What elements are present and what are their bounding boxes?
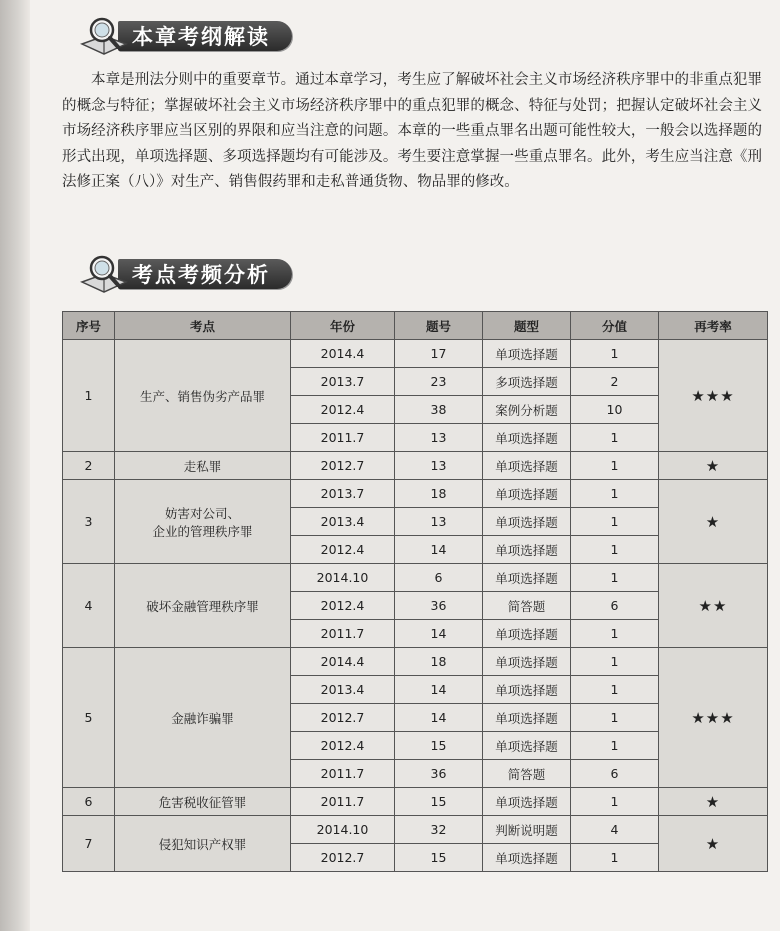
- table-row: [63, 564, 768, 592]
- retest-rate-cell: ★★★: [659, 648, 768, 788]
- score-cell: 1: [571, 452, 659, 480]
- year-cell: 2012.7: [291, 452, 395, 480]
- score-cell: 1: [571, 704, 659, 732]
- score-cell: 1: [571, 564, 659, 592]
- question-number-cell: 13: [395, 424, 483, 452]
- score-cell: 1: [571, 788, 659, 816]
- question-number-cell: 6: [395, 564, 483, 592]
- row-number-cell: 2: [63, 452, 115, 480]
- question-type-cell: 简答题: [483, 760, 571, 788]
- question-number-cell: 13: [395, 508, 483, 536]
- score-cell: 1: [571, 424, 659, 452]
- score-cell: 1: [571, 480, 659, 508]
- year-cell: 2011.7: [291, 620, 395, 648]
- topic-line: 企业的管理秩序罪: [152, 523, 253, 539]
- topic-line: 金融诈骗罪: [171, 710, 234, 726]
- exam-frequency-table: [62, 311, 768, 872]
- header-cell: 考点: [115, 312, 291, 340]
- question-number-cell: 14: [395, 676, 483, 704]
- retest-rate-cell: ★: [659, 788, 768, 816]
- question-type-cell: 单项选择题: [483, 480, 571, 508]
- year-cell: 2013.7: [291, 480, 395, 508]
- question-type-cell: 单项选择题: [483, 340, 571, 368]
- question-type-cell: 多项选择题: [483, 368, 571, 396]
- score-cell: 1: [571, 732, 659, 760]
- question-number-cell: 23: [395, 368, 483, 396]
- question-number-cell: 13: [395, 452, 483, 480]
- question-number-cell: 18: [395, 480, 483, 508]
- question-number-cell: 14: [395, 704, 483, 732]
- year-cell: 2013.4: [291, 676, 395, 704]
- retest-rate-cell: ★: [659, 480, 768, 564]
- year-cell: 2012.7: [291, 704, 395, 732]
- question-type-cell: 单项选择题: [483, 676, 571, 704]
- topic-line: 侵犯知识产权罪: [158, 836, 247, 852]
- topic-cell: [115, 564, 291, 648]
- score-cell: 2: [571, 368, 659, 396]
- question-number-cell: 36: [395, 760, 483, 788]
- table-row: [63, 648, 768, 676]
- question-type-cell: 判断说明题: [483, 816, 571, 844]
- score-cell: 1: [571, 648, 659, 676]
- header-cell: 序号: [63, 312, 115, 340]
- question-number-cell: 15: [395, 732, 483, 760]
- topic-cell: [115, 480, 291, 564]
- question-type-cell: 单项选择题: [483, 704, 571, 732]
- year-cell: 2014.4: [291, 340, 395, 368]
- score-cell: 1: [571, 620, 659, 648]
- score-cell: 1: [571, 340, 659, 368]
- row-number-cell: 4: [63, 564, 115, 648]
- topic-cell: [115, 340, 291, 452]
- score-cell: 6: [571, 760, 659, 788]
- retest-rate-cell: ★★★: [659, 340, 768, 452]
- question-type-cell: 单项选择题: [483, 788, 571, 816]
- question-type-cell: 简答题: [483, 592, 571, 620]
- row-number-cell: 3: [63, 480, 115, 564]
- question-type-cell: 单项选择题: [483, 844, 571, 872]
- topic-cell: [115, 816, 291, 872]
- row-number-cell: 6: [63, 788, 115, 816]
- row-number-cell: 7: [63, 816, 115, 872]
- header-cell: 再考率: [659, 312, 768, 340]
- year-cell: 2012.4: [291, 592, 395, 620]
- question-type-cell: 单项选择题: [483, 564, 571, 592]
- question-number-cell: 36: [395, 592, 483, 620]
- year-cell: 2014.10: [291, 564, 395, 592]
- year-cell: 2011.7: [291, 424, 395, 452]
- header-cell: 年份: [291, 312, 395, 340]
- topic-line: 走私罪: [183, 458, 222, 474]
- score-cell: 10: [571, 396, 659, 424]
- year-cell: 2011.7: [291, 788, 395, 816]
- score-cell: 4: [571, 816, 659, 844]
- topic-line: 危害税收征管罪: [158, 794, 247, 810]
- magnifier-book-icon: [78, 14, 132, 58]
- topic-line: 生产、销售伪劣产品罪: [139, 388, 265, 404]
- topic-cell: [115, 648, 291, 788]
- topic-cell: [115, 452, 291, 480]
- magnifier-book-icon: [78, 252, 132, 296]
- retest-rate-cell: ★: [659, 816, 768, 872]
- section-title: 本章考纲解读: [118, 21, 292, 51]
- question-number-cell: 32: [395, 816, 483, 844]
- header-cell: 分值: [571, 312, 659, 340]
- question-number-cell: 14: [395, 620, 483, 648]
- question-number-cell: 17: [395, 340, 483, 368]
- score-cell: 6: [571, 592, 659, 620]
- table-row: [63, 340, 768, 368]
- question-type-cell: 单项选择题: [483, 452, 571, 480]
- year-cell: 2014.4: [291, 648, 395, 676]
- table-row: [63, 452, 768, 480]
- question-type-cell: 单项选择题: [483, 424, 571, 452]
- section-header-syllabus: [78, 14, 292, 58]
- question-number-cell: 15: [395, 788, 483, 816]
- topic-line: 妨害对公司、: [164, 505, 240, 521]
- question-type-cell: 单项选择题: [483, 536, 571, 564]
- table-row: [63, 788, 768, 816]
- year-cell: 2012.7: [291, 844, 395, 872]
- score-cell: 1: [571, 536, 659, 564]
- year-cell: 2011.7: [291, 760, 395, 788]
- section-title: 考点考频分析: [118, 259, 292, 289]
- year-cell: 2013.4: [291, 508, 395, 536]
- year-cell: 2012.4: [291, 732, 395, 760]
- question-type-cell: 单项选择题: [483, 648, 571, 676]
- row-number-cell: 5: [63, 648, 115, 788]
- year-cell: 2013.7: [291, 368, 395, 396]
- question-number-cell: 14: [395, 536, 483, 564]
- retest-rate-cell: ★★: [659, 564, 768, 648]
- year-cell: 2014.10: [291, 816, 395, 844]
- score-cell: 1: [571, 508, 659, 536]
- question-number-cell: 15: [395, 844, 483, 872]
- topic-cell: [115, 788, 291, 816]
- retest-rate-cell: ★: [659, 452, 768, 480]
- header-cell: 题号: [395, 312, 483, 340]
- header-cell: 题型: [483, 312, 571, 340]
- year-cell: 2012.4: [291, 536, 395, 564]
- topic-line: 破坏金融管理秩序罪: [146, 598, 259, 614]
- table-header-row: [63, 312, 768, 340]
- year-cell: 2012.4: [291, 396, 395, 424]
- score-cell: 1: [571, 676, 659, 704]
- question-type-cell: 单项选择题: [483, 508, 571, 536]
- syllabus-paragraph: 本章是刑法分则中的重要章节。通过本章学习，考生应了解破坏社会主义市场经济秩序罪中的非重点犯罪的概念与特征；掌握破坏社会主义市场经济秩序罪中的重点犯罪的概念、特征与处罚；把握认定破坏社会主义市场经济秩序罪应当区别的界限和应当注意的问题。本章的一些重点罪名出题可能性较大，一般会以选择题的形式出现，单项选择题、多项选择题均有可能涉及。考生要注意掌握一些重点罪名。此外，考生应当注意《刑法修正案（八）》对生产、销售假药罪和走私普通货物、物品罪的修改。: [62, 72, 762, 190]
- question-number-cell: 38: [395, 396, 483, 424]
- question-type-cell: 单项选择题: [483, 620, 571, 648]
- table-row: [63, 816, 768, 844]
- row-number-cell: 1: [63, 340, 115, 452]
- page-edge-shadow: [0, 0, 30, 931]
- question-type-cell: 单项选择题: [483, 732, 571, 760]
- section-header-frequency: [78, 252, 292, 296]
- score-cell: 1: [571, 844, 659, 872]
- question-number-cell: 18: [395, 648, 483, 676]
- question-type-cell: 案例分析题: [483, 396, 571, 424]
- table-row: [63, 480, 768, 508]
